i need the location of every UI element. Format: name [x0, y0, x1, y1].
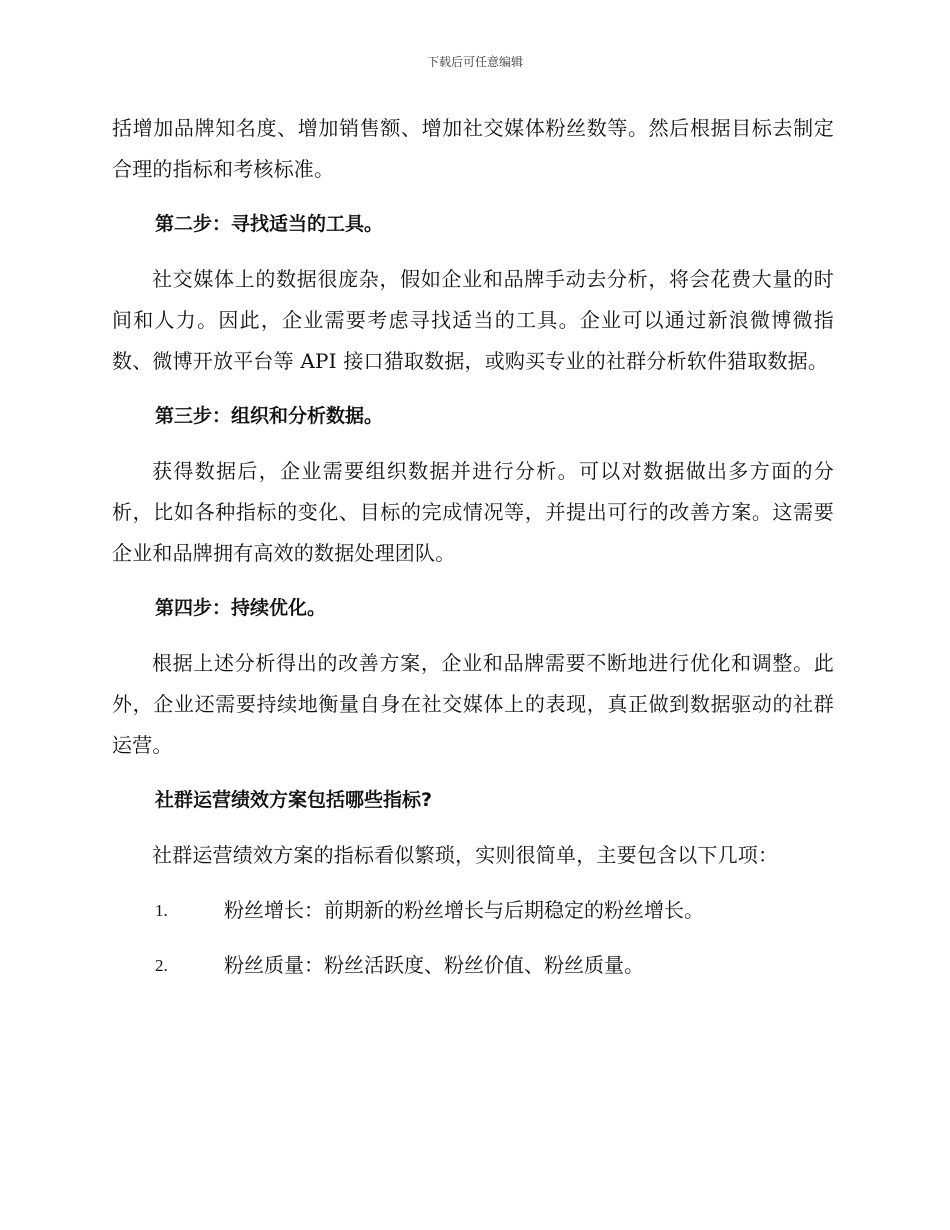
paragraph-optimization: 根据上述分析得出的改善方案，企业和品牌需要不断地进行优化和调整。此外，企业还需要持续地衡量自身在社交媒体上的表现，真正做到数据驱动的社群运营。: [112, 651, 834, 757]
paragraph-continued: 括增加品牌知名度、增加销售额、增加社交媒体粉丝数等。然后根据目标去制定合理的指标和考核标准。: [112, 116, 834, 181]
paragraph-tools: 社交媒体上的数据很庞杂，假如企业和品牌手动去分析，将会花费大量的时间和人力。因此，企业需要考虑寻找适当的工具。企业可以通过新浪微博微指数、微博开放平台等 API 接口猎取数据，或购买专业的社群分析软件猎取数据。: [112, 267, 834, 373]
page-header: 下载后可任意编辑: [426, 55, 523, 69]
list-item-text: 粉丝增长：前期新的粉丝增长与后期稳定的粉丝增长。: [224, 898, 704, 922]
list-item-number: 2.: [155, 956, 168, 975]
list-item: [112, 945, 834, 986]
list-item-number: 1.: [155, 901, 168, 920]
heading-step-two: 第二步：寻找适当的工具。: [155, 213, 384, 235]
heading-metrics-question: 社群运营绩效方案包括哪些指标?: [155, 789, 433, 811]
paragraph-metrics-intro: 社群运营绩效方案的指标看似繁琐，实则很简单，主要包含以下几项：: [152, 843, 779, 867]
list-item-text: 粉丝质量：粉丝活跃度、粉丝价值、粉丝质量。: [224, 953, 644, 977]
document-body: [112, 108, 834, 986]
list-item: [112, 890, 834, 931]
heading-step-three: 第三步：组织和分析数据。: [155, 405, 384, 427]
heading-step-four: 第四步：持续优化。: [155, 597, 327, 619]
paragraph-analysis: 获得数据后，企业需要组织数据并进行分析。可以对数据做出多方面的分析，比如各种指标的变化、目标的完成情况等，并提出可行的改善方案。这需要企业和品牌拥有高效的数据处理团队。: [112, 459, 834, 565]
